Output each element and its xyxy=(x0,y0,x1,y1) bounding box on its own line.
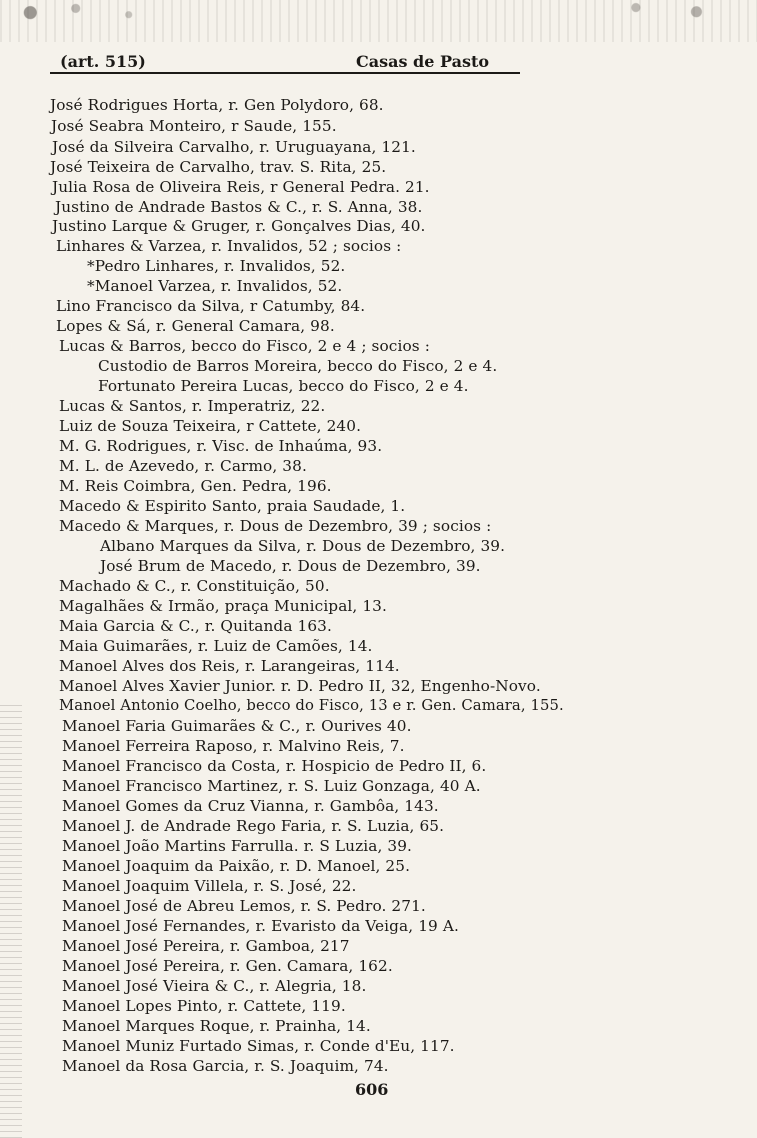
directory-entry: Lino Francisco da Silva, r Catumby, 84. xyxy=(56,297,366,315)
directory-entry: Manoel Alves Xavier Junior. r. D. Pedro II, 32, Engenho-Novo. xyxy=(59,677,541,695)
directory-entry: Manoel Muniz Furtado Simas, r. Conde d'Eu, 117. xyxy=(62,1037,455,1055)
directory-entry: M. L. de Azevedo, r. Carmo, 38. xyxy=(59,457,307,475)
directory-entry-partner: Albano Marques da Silva, r. Dous de Dezembro, 39. xyxy=(100,537,506,555)
directory-entry: Manoel Faria Guimarães & C., r. Ourives 40. xyxy=(62,717,412,735)
directory-entry: Manoel José de Abreu Lemos, r. S. Pedro. 271. xyxy=(62,897,426,915)
directory-entry: Julia Rosa de Oliveira Reis, r General Pedra. 21. xyxy=(52,178,430,196)
directory-entry-partner: *Manoel Varzea, r. Invalidos, 52. xyxy=(87,277,343,295)
article-reference: (art. 515) xyxy=(60,52,146,71)
directory-entry: Manoel José Vieira & C., r. Alegria, 18. xyxy=(62,977,367,995)
directory-entry: Manoel João Martins Farrulla. r. S Luzia, 39. xyxy=(62,837,413,855)
directory-entry: Lucas & Barros, becco do Fisco, 2 e 4 ; socios : xyxy=(59,337,430,355)
directory-entry: Maia Guimarães, r. Luiz de Camões, 14. xyxy=(59,637,373,655)
page-number: 606 xyxy=(355,1080,389,1099)
directory-entry: Manoel Lopes Pinto, r. Cattete, 119. xyxy=(62,997,346,1015)
directory-entry: Macedo & Marques, r. Dous de Dezembro, 39 ; socios : xyxy=(59,517,492,535)
directory-entry: Maia Garcia & C., r. Quitanda 163. xyxy=(59,617,332,635)
directory-entry: José Teixeira de Carvalho, trav. S. Rita, 25. xyxy=(50,158,387,176)
directory-entry: M. G. Rodrigues, r. Visc. de Inhaúma, 93. xyxy=(59,437,383,455)
directory-entry: Machado & C., r. Constituição, 50. xyxy=(59,577,330,595)
directory-entry: Manoel Francisco Martinez, r. S. Luiz Gonzaga, 40 A. xyxy=(62,777,481,795)
directory-entry: Manoel Antonio Coelho, becco do Fisco, 13 e r. Gen. Camara, 155. xyxy=(59,697,564,714)
directory-entry: Manoel Marques Roque, r. Prainha, 14. xyxy=(62,1017,371,1035)
running-title: Casas de Pasto xyxy=(356,52,490,71)
directory-entry: Justino de Andrade Bastos & C., r. S. Anna, 38. xyxy=(55,198,423,216)
directory-entry: Manoel J. de Andrade Rego Faria, r. S. Luzia, 65. xyxy=(62,817,445,835)
directory-entry-partner: José Brum de Macedo, r. Dous de Dezembro, 39. xyxy=(100,557,481,575)
directory-entry: Manoel José Pereira, r. Gen. Camara, 162. xyxy=(62,957,393,975)
directory-entry: M. Reis Coimbra, Gen. Pedra, 196. xyxy=(59,477,332,495)
directory-entry: Manoel Alves dos Reis, r. Larangeiras, 114. xyxy=(59,657,400,675)
directory-entry-partner: Fortunato Pereira Lucas, becco do Fisco, 2 e 4. xyxy=(98,377,469,395)
directory-entry: José da Silveira Carvalho, r. Uruguayana, 121. xyxy=(52,138,416,156)
directory-entry: José Seabra Monteiro, r Saude, 155. xyxy=(51,117,337,135)
directory-entry: Manoel da Rosa Garcia, r. S. Joaquim, 74. xyxy=(62,1057,389,1075)
directory-entry: Magalhães & Irmão, praça Municipal, 13. xyxy=(59,597,387,615)
directory-entry: Macedo & Espirito Santo, praia Saudade, 1. xyxy=(59,497,406,515)
directory-entry: Manoel Francisco da Costa, r. Hospicio de Pedro II, 6. xyxy=(62,757,487,775)
directory-entry: Lopes & Sá, r. General Camara, 98. xyxy=(56,317,335,335)
directory-entry: Lucas & Santos, r. Imperatriz, 22. xyxy=(59,397,326,415)
directory-entry: Manoel José Fernandes, r. Evaristo da Veiga, 19 A. xyxy=(62,917,459,935)
directory-entry: Luiz de Souza Teixeira, r Cattete, 240. xyxy=(59,417,362,435)
directory-entry-partner: *Pedro Linhares, r. Invalidos, 52. xyxy=(87,257,346,275)
directory-entry: Manoel Joaquim da Paixão, r. D. Manoel, 25. xyxy=(62,857,411,875)
directory-entry: Justino Larque & Gruger, r. Gonçalves Dias, 40. xyxy=(52,217,426,235)
directory-entry: Manoel Gomes da Cruz Vianna, r. Gambôa, 143. xyxy=(62,797,439,815)
directory-entry: José Rodrigues Horta, r. Gen Polydoro, 68. xyxy=(50,96,384,114)
directory-entry: Manoel Ferreira Raposo, r. Malvino Reis, 7. xyxy=(62,737,405,755)
directory-entry-partner: Custodio de Barros Moreira, becco do Fisco, 2 e 4. xyxy=(98,357,498,375)
directory-entry: Linhares & Varzea, r. Invalidos, 52 ; socios : xyxy=(56,237,402,255)
directory-entry: Manoel Joaquim Villela, r. S. José, 22. xyxy=(62,877,357,895)
directory-entry: Manoel José Pereira, r. Gamboa, 217 xyxy=(62,937,350,955)
